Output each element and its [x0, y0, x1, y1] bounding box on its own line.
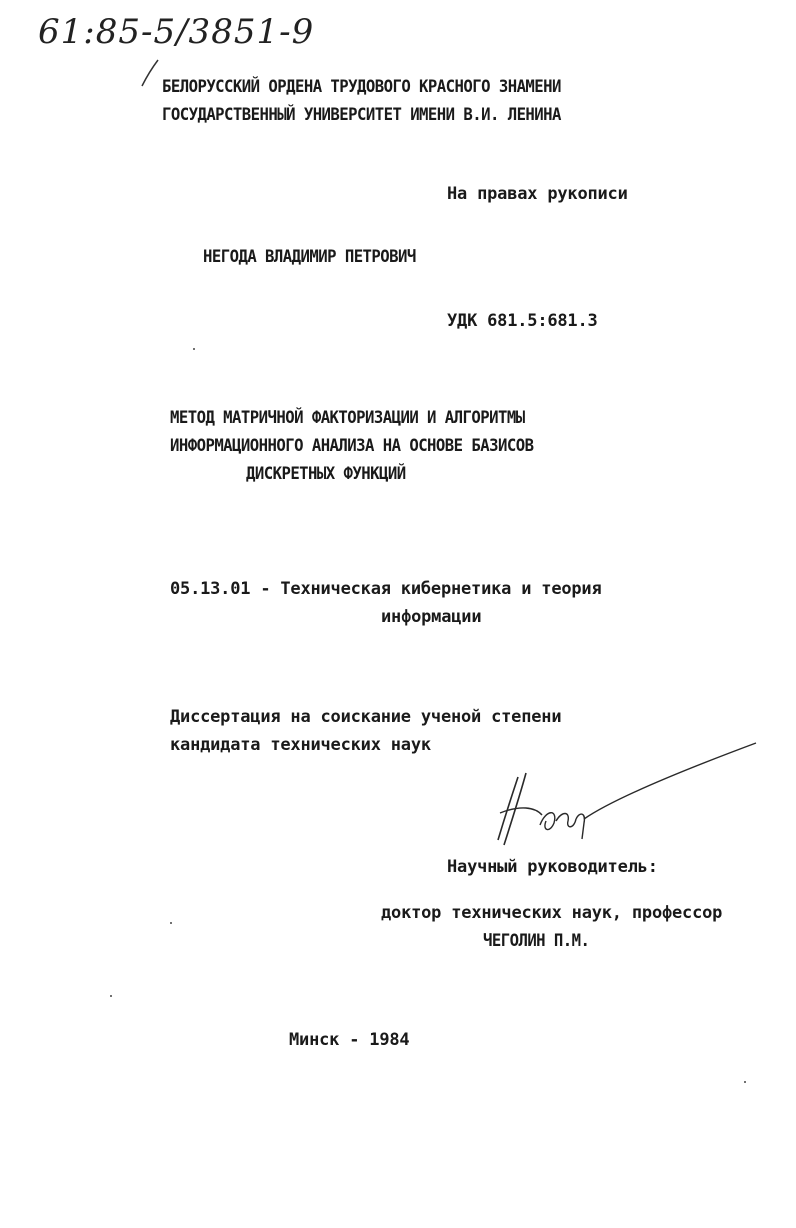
specialty-line-1: 05.13.01 - Техническая кибернетика и теория — [170, 579, 602, 599]
archive-number: 61:85-5/3851-9 — [38, 12, 315, 52]
supervisor-degree: доктор технических наук, профессор — [381, 903, 723, 923]
supervisor-name: ЧЕГОЛИН П.М. — [483, 931, 590, 951]
title-line-2: ИНФОРМАЦИОННОГО АНАЛИЗА НА ОСНОВЕ БАЗИСОВ — [170, 436, 534, 456]
dissertation-line-2: кандидата технических наук — [170, 735, 431, 755]
scan-speck — [193, 348, 195, 350]
scan-speck — [110, 995, 112, 997]
institution-line-2: ГОСУДАРСТВЕННЫЙ УНИВЕРСИТЕТ ИМЕНИ В.И. ЛЕНИНА — [162, 105, 561, 125]
specialty-line-2: информации — [381, 607, 482, 627]
title-line-1: МЕТОД МАТРИЧНОЙ ФАКТОРИЗАЦИИ И АЛГОРИТМЫ — [170, 408, 525, 428]
author-name: НЕГОДА ВЛАДИМИР ПЕТРОВИЧ — [203, 247, 416, 267]
signature — [480, 735, 770, 855]
institution-line-1: БЕЛОРУССКИЙ ОРДЕНА ТРУДОВОГО КРАСНОГО ЗНАМЕНИ — [162, 77, 561, 97]
dissertation-line-1: Диссертация на соискание ученой степени — [170, 707, 562, 727]
title-line-3: ДИСКРЕТНЫХ ФУНКЦИЙ — [246, 464, 406, 484]
manuscript-rights: На правах рукописи — [447, 184, 628, 204]
supervisor-label: Научный руководитель: — [447, 857, 658, 877]
scan-speck — [744, 1081, 746, 1083]
scan-speck — [170, 922, 172, 924]
city-year: Минск - 1984 — [289, 1030, 410, 1050]
udc-code: УДК 681.5:681.3 — [447, 311, 598, 331]
